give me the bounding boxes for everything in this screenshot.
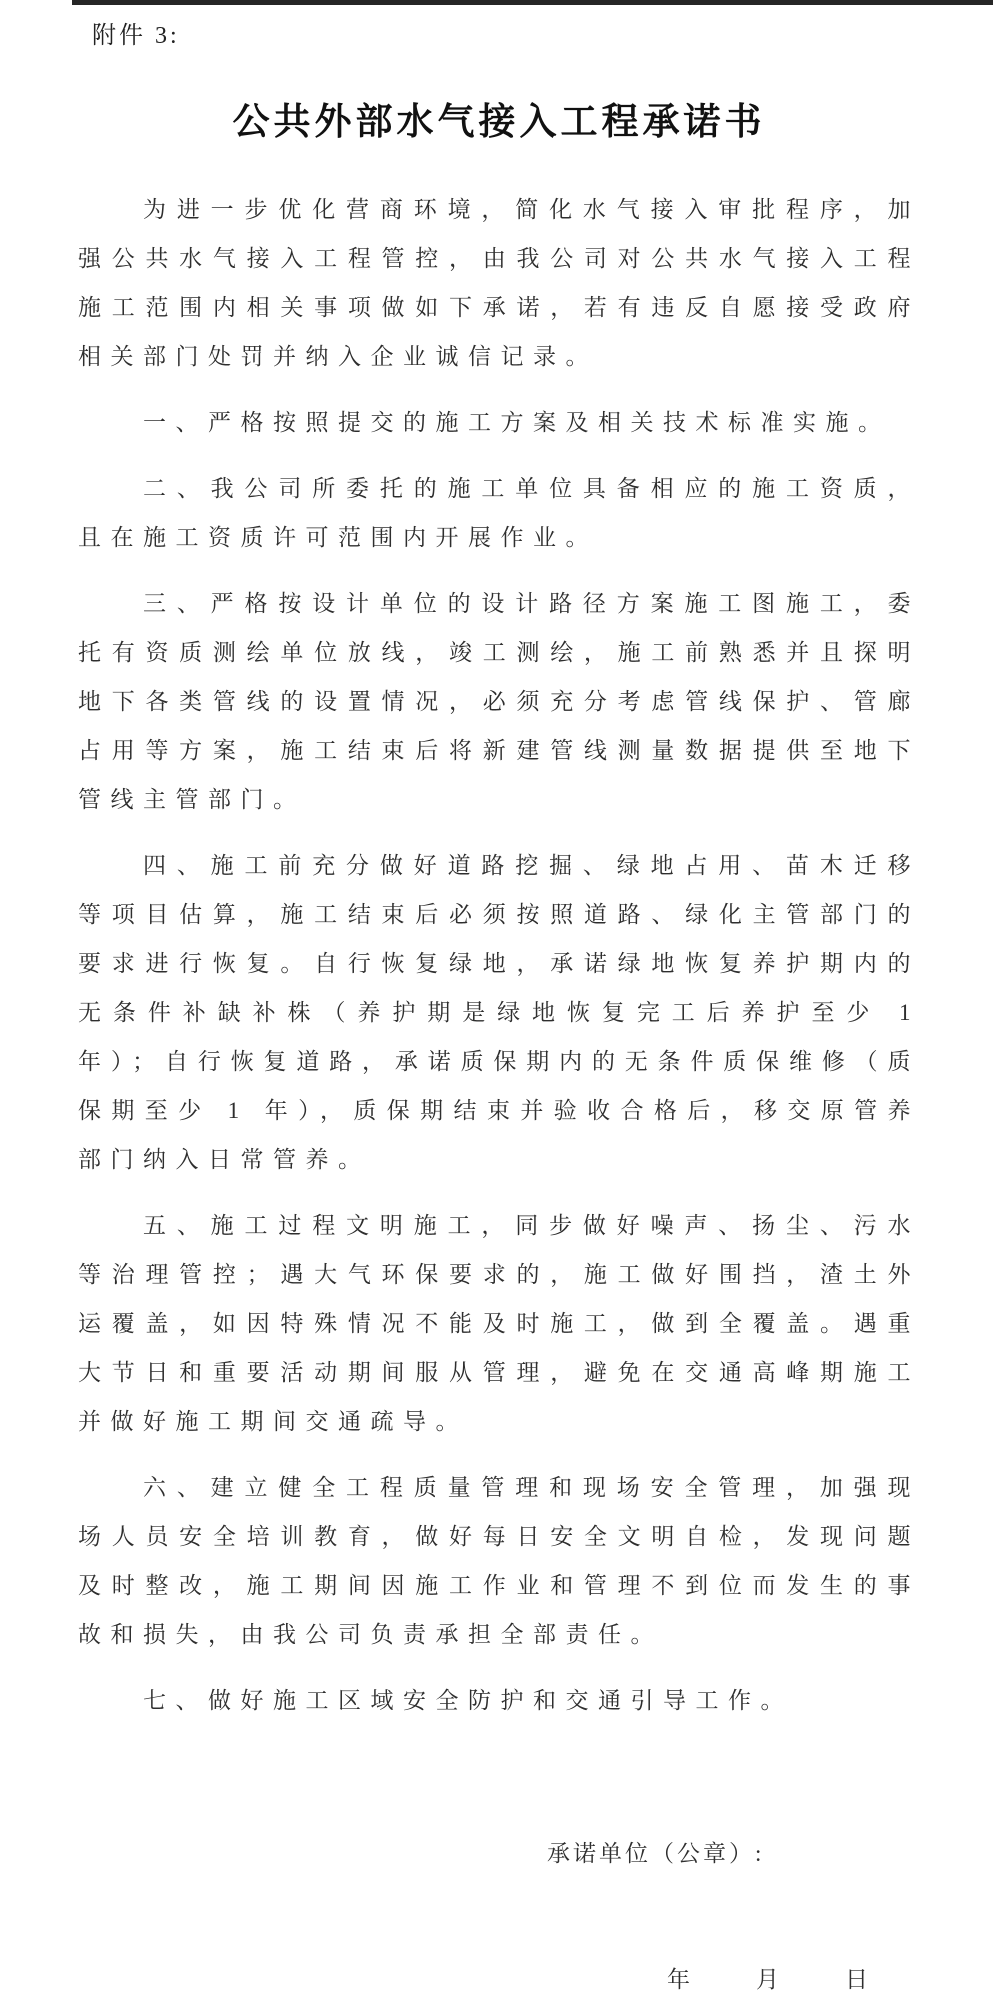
- signature-unit-label: 承诺单位（公章）:: [547, 1841, 765, 1866]
- paragraph-item-6: 六、建立健全工程质量管理和现场安全管理，加强现场人员安全培训教育，做好每日安全文明自检，发现问题及时整改，施工期间因施工作业和管理不到位而发生的事故和损失，由我公司负责承担全部责任。: [78, 1475, 920, 1647]
- scan-artifact-bar: [72, 0, 993, 5]
- page-title: 公共外部水气接入工程承诺书: [232, 102, 766, 143]
- day-label: 日: [845, 1967, 868, 1992]
- paragraph-item-1: 一、严格按照提交的施工方案及相关技术标准实施。: [143, 410, 891, 435]
- paragraph-item-2: 二、我公司所委托的施工单位具备相应的施工资质，且在施工资质许可范围内开展作业。: [78, 476, 920, 550]
- paragraph-item-5: 五、施工过程文明施工，同步做好噪声、扬尘、污水等治理管控；遇大气环保要求的，施工做好围挡，渣土外运覆盖，如因特殊情况不能及时施工，做到全覆盖。遇重大节日和重要活动期间服从管理，避免在交通高峰期施工并做好施工期间交通疏导。: [78, 1213, 920, 1434]
- date-line: [78, 1963, 920, 1997]
- year-label: 年: [667, 1967, 690, 1992]
- paragraph-list: [78, 185, 920, 1725]
- attachment-label: 附件 3:: [92, 23, 180, 49]
- paragraph-item-4: 四、施工前充分做好道路挖掘、绿地占用、苗木迁移等项目估算，施工结束后必须按照道路、绿化主管部门的要求进行恢复。自行恢复绿地，承诺绿地恢复养护期内的无条件补缺补株（养护期是绿地恢复完工后养护至少 1 年）；自行恢复道路，承诺质保期内的无条件质保维修（质保期至少 1 年），质保期结束并验收合格后，移交原管养部门纳入日常管养。: [78, 853, 920, 1172]
- month-label: 月: [756, 1967, 779, 1992]
- paragraph-item-7: 七、做好施工区域安全防护和交通引导工作。: [143, 1688, 793, 1713]
- paragraph-item-3: 三、严格按设计单位的设计路径方案施工图施工，委托有资质测绘单位放线，竣工测绘，施工前熟悉并且探明地下各类管线的设置情况，必须充分考虑管线保护、管廊占用等方案，施工结束后将新建管线测量数据提供至地下管线主管部门。: [78, 591, 920, 812]
- paragraph-intro: 为进一步优化营商环境，简化水气接入审批程序，加强公共水气接入工程管控，由我公司对公共水气接入工程施工范围内相关事项做如下承诺，若有违反自愿接受政府相关部门处罚并纳入企业诚信记录。: [78, 197, 920, 369]
